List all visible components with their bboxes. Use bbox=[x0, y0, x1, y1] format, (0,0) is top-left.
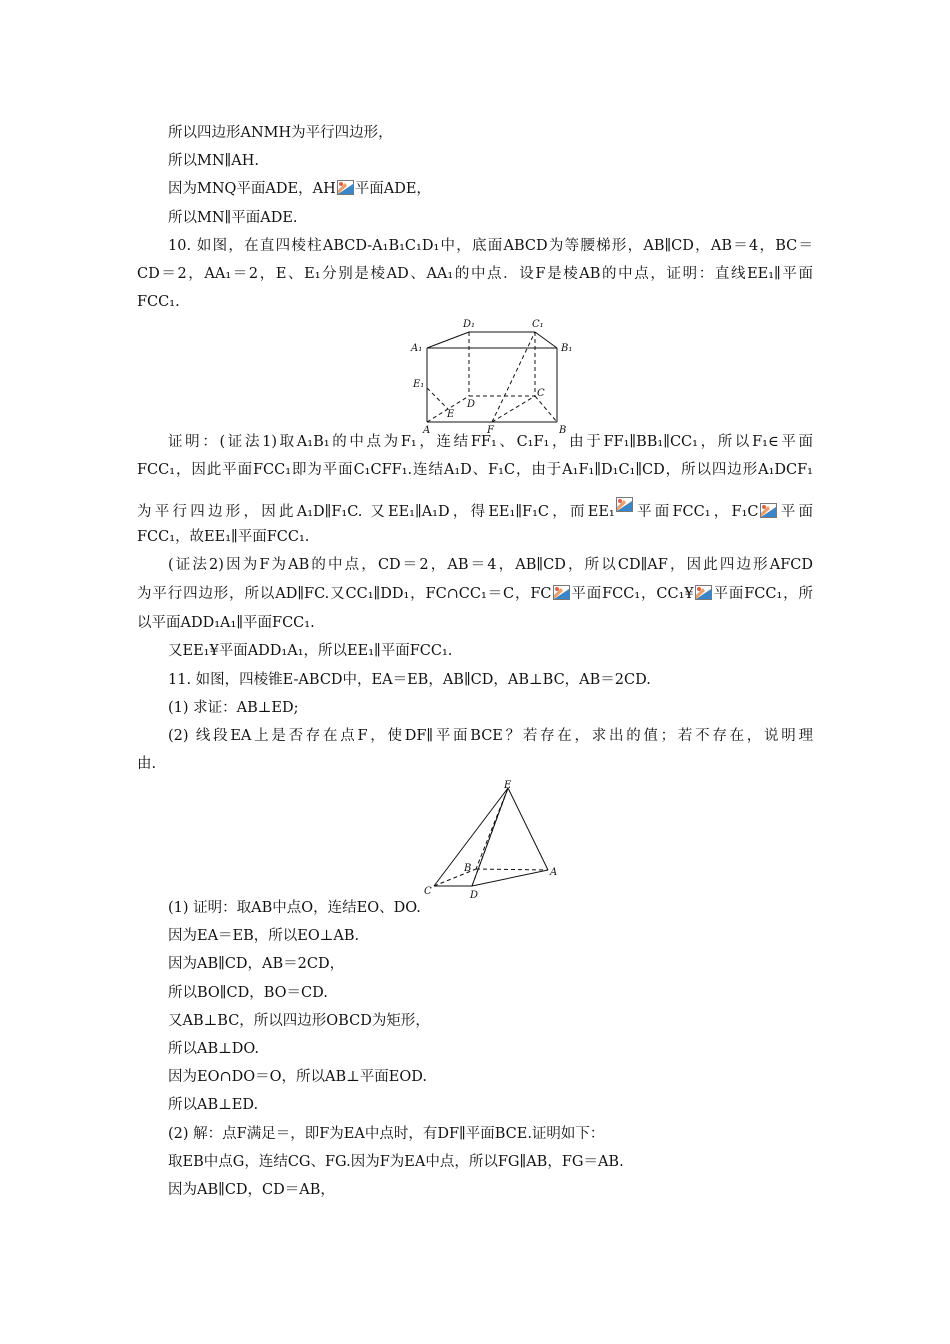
label-c1: C₁ bbox=[532, 319, 544, 330]
proof-1-line: 证明：(证法1)取A₁B₁的中点为F₁，连结FF₁、C₁F₁，由于FF₁∥BB₁∥CC₁，所以F₁∈平面 bbox=[168, 434, 813, 450]
solution-line: 所以AB⊥DO. bbox=[168, 1041, 260, 1057]
text-line: 因为MNQ平面ADE，AH 平面ADE， bbox=[168, 181, 431, 197]
solution-line: 取EB中点G，连结CG、FG.因为F为EA中点，所以FG∥AB，FG＝AB. bbox=[168, 1154, 624, 1170]
text-line: 所以MN∥AH. bbox=[168, 153, 259, 169]
proof-2-line: 又EE₁¥平面ADD₁A₁，所以EE₁∥平面FCC₁. bbox=[168, 643, 453, 659]
label-d1: D₁ bbox=[463, 319, 476, 330]
problem-10-line: 10. 如图，在直四棱柱ABCD-A₁B₁C₁D₁中，底面ABCD为等腰梯形，AB∥CD，AB＝4，BC＝ bbox=[168, 238, 813, 254]
solution-line: 因为AB∥CD，CD＝AB， bbox=[168, 1182, 335, 1198]
solution-line: 所以BO∥CD，BO＝CD. bbox=[168, 985, 328, 1001]
proof-1-line: FCC₁，因此平面FCC₁即为平面C₁CFF₁.连结A₁D、F₁C，由于A₁F₁∥D₁C₁∥CD，所以四边形A₁DCF₁ bbox=[137, 462, 813, 478]
label-c: C bbox=[537, 388, 545, 399]
label-c: C bbox=[424, 886, 432, 897]
problem-11-line: 11. 如图，四棱锥E-ABCD中，EA＝EB，AB∥CD，AB⊥BC，AB＝2CD. bbox=[168, 672, 651, 688]
label-e1: E₁ bbox=[413, 379, 425, 390]
solution-line: (1) 证明：取AB中点O，连结EO、DO. bbox=[168, 900, 421, 916]
solution-line: 因为EA＝EB，所以EO⊥AB. bbox=[168, 928, 360, 944]
proof-2-line: 以平面ADD₁A₁∥平面FCC₁. bbox=[137, 615, 315, 631]
label-e: E bbox=[447, 409, 455, 420]
proof-2-line: (证法2)因为F为AB的中点，CD＝2，AB＝4，AB∥CD，所以CD∥AF，因此四边形AFCD bbox=[168, 557, 813, 573]
label-e: E bbox=[504, 780, 512, 791]
broken-image-icon bbox=[695, 585, 712, 600]
broken-image-icon bbox=[616, 497, 633, 512]
solution-line: 因为EO∩DO＝O，所以AB⊥平面EOD. bbox=[168, 1069, 427, 1085]
solution-line: (2) 解：点F满足＝，即F为EA中点时，有DF∥平面BCE.证明如下： bbox=[168, 1126, 605, 1142]
solution-line: 又AB⊥BC，所以四边形OBCD为矩形， bbox=[168, 1013, 430, 1029]
broken-image-icon bbox=[553, 585, 570, 600]
problem-10-line: CD＝2，AA₁＝2，E、E₁分别是棱AD、AA₁的中点．设F是棱AB的中点，证明：直线EE₁∥平面 bbox=[137, 266, 813, 282]
text-line: 所以四边形ANMH为平行四边形， bbox=[168, 125, 393, 141]
label-b1: B₁ bbox=[561, 343, 573, 354]
solution-line: 因为AB∥CD，AB＝2CD， bbox=[168, 956, 345, 972]
label-b: B bbox=[464, 863, 472, 874]
problem-10-line: FCC₁. bbox=[137, 294, 180, 310]
problem-11-line: 由. bbox=[137, 756, 157, 772]
label-a1: A₁ bbox=[411, 343, 423, 354]
label-a: A bbox=[550, 867, 558, 878]
problem-11-line: (1) 求证：AB⊥ED; bbox=[168, 700, 299, 716]
solution-line: 所以AB⊥ED. bbox=[168, 1097, 259, 1113]
prism-figure bbox=[405, 316, 580, 434]
label-b: B bbox=[559, 425, 567, 434]
label-d: D bbox=[467, 399, 476, 410]
label-f: F bbox=[487, 425, 494, 434]
proof-2-line: 为平行四边形，所以AD∥FC.又CC₁∥DD₁，FC∩CC₁＝C，FC 平面FCC₁，CC₁¥ 平面FCC₁，所 bbox=[137, 586, 813, 602]
broken-image-icon bbox=[760, 503, 777, 518]
proof-1-line: FCC₁，故EE₁∥平面FCC₁. bbox=[137, 529, 310, 545]
broken-image-icon bbox=[337, 180, 354, 195]
pyramid-figure bbox=[420, 776, 565, 904]
label-a: A bbox=[423, 425, 431, 434]
text-line: 所以MN∥平面ADE. bbox=[168, 210, 298, 226]
label-d: D bbox=[470, 890, 479, 901]
proof-1-line: 为平行四边形，因此A₁D∥F₁C. 又EE₁∥A₁D，得EE₁∥F₁C，而EE₁ 平面FCC₁，F₁C 平面 bbox=[137, 497, 813, 522]
problem-11-line: (2) 线段EA上是否存在点F，使DF∥平面BCE？若存在，求出的值；若不存在，说明理 bbox=[168, 728, 813, 744]
